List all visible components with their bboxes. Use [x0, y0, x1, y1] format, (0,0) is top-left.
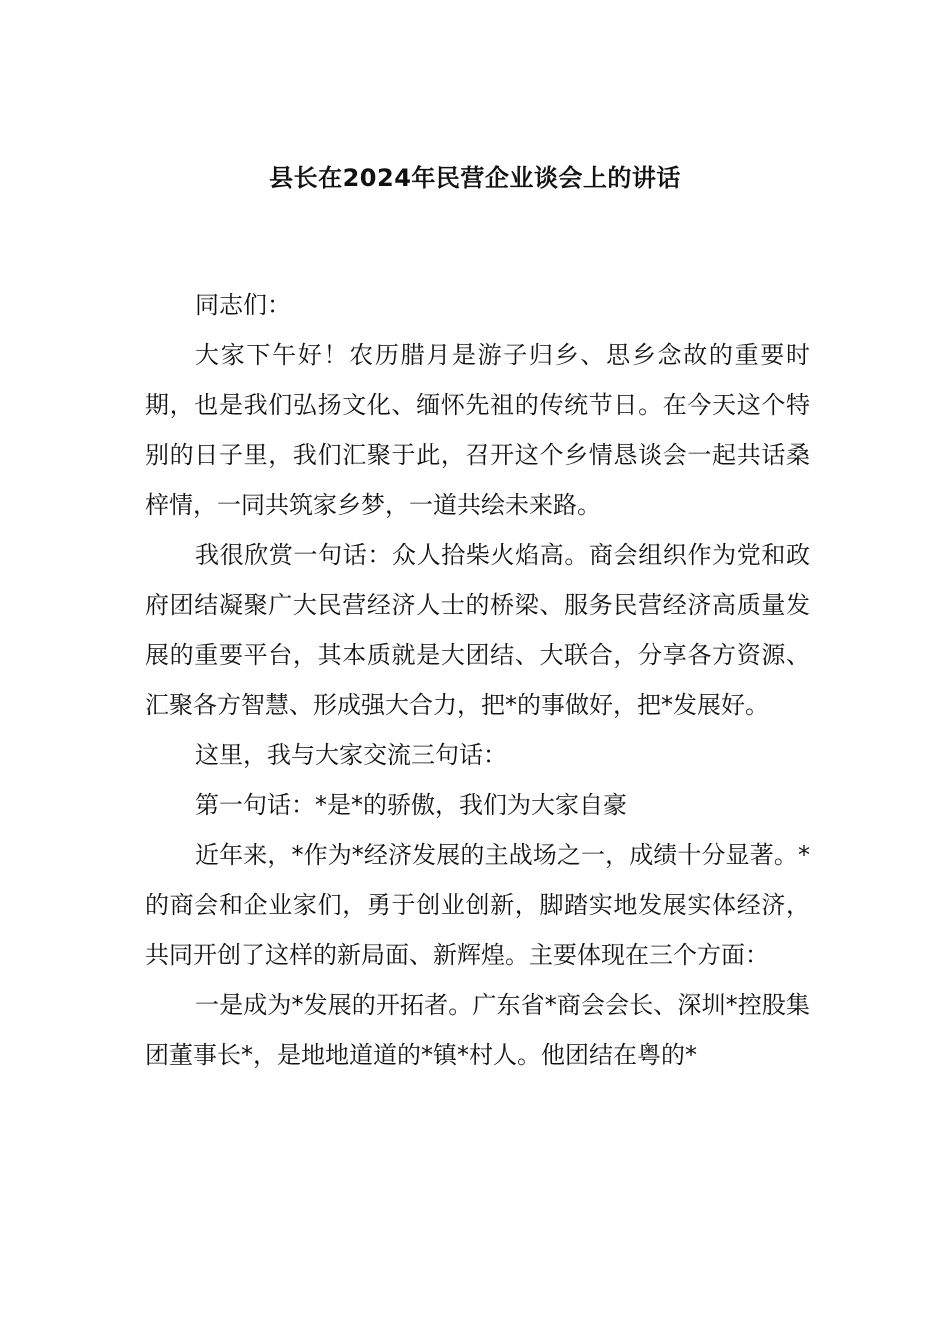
paragraph: 我很欣赏一句话：众人拾柴火焰高。商会组织作为党和政府团结凝聚广大民营经济人士的桥梁、服务民营经济高质量发展的重要平台，其本质就是大团结、大联合，分享各方资源、汇聚各方智慧、形成强大合力，把*的事做好，把*发展好。	[145, 541, 810, 719]
paragraph: 近年来，*作为*经济发展的主战场之一，成绩十分显著。*的商会和企业家们，勇于创业创新，脚踏实地发展实体经济，共同开创了这样的新局面、新辉煌。主要体现在三个方面：	[145, 841, 810, 969]
paragraph-salutation: 同志们：	[195, 291, 291, 319]
document-title: 县长在2024年民营企业谈会上的讲话	[269, 164, 681, 192]
section-heading: 第一句话：*是*的骄傲，我们为大家自豪	[195, 791, 627, 819]
paragraph: 一是成为*发展的开拓者。广东省*商会会长、深圳*控股集团董事长*，是地地道道的*镇*村人。他团结在粤的*	[145, 991, 810, 1069]
document-body	[145, 280, 810, 1080]
paragraph: 大家下午好！农历腊月是游子归乡、思乡念故的重要时期，也是我们弘扬文化、缅怀先祖的传统节日。在今天这个特别的日子里，我们汇聚于此，召开这个乡情恳谈会一起共话桑梓情，一同共筑家乡梦，一道共绘未来路。	[145, 341, 810, 519]
paragraph: 这里，我与大家交流三句话：	[195, 741, 507, 769]
